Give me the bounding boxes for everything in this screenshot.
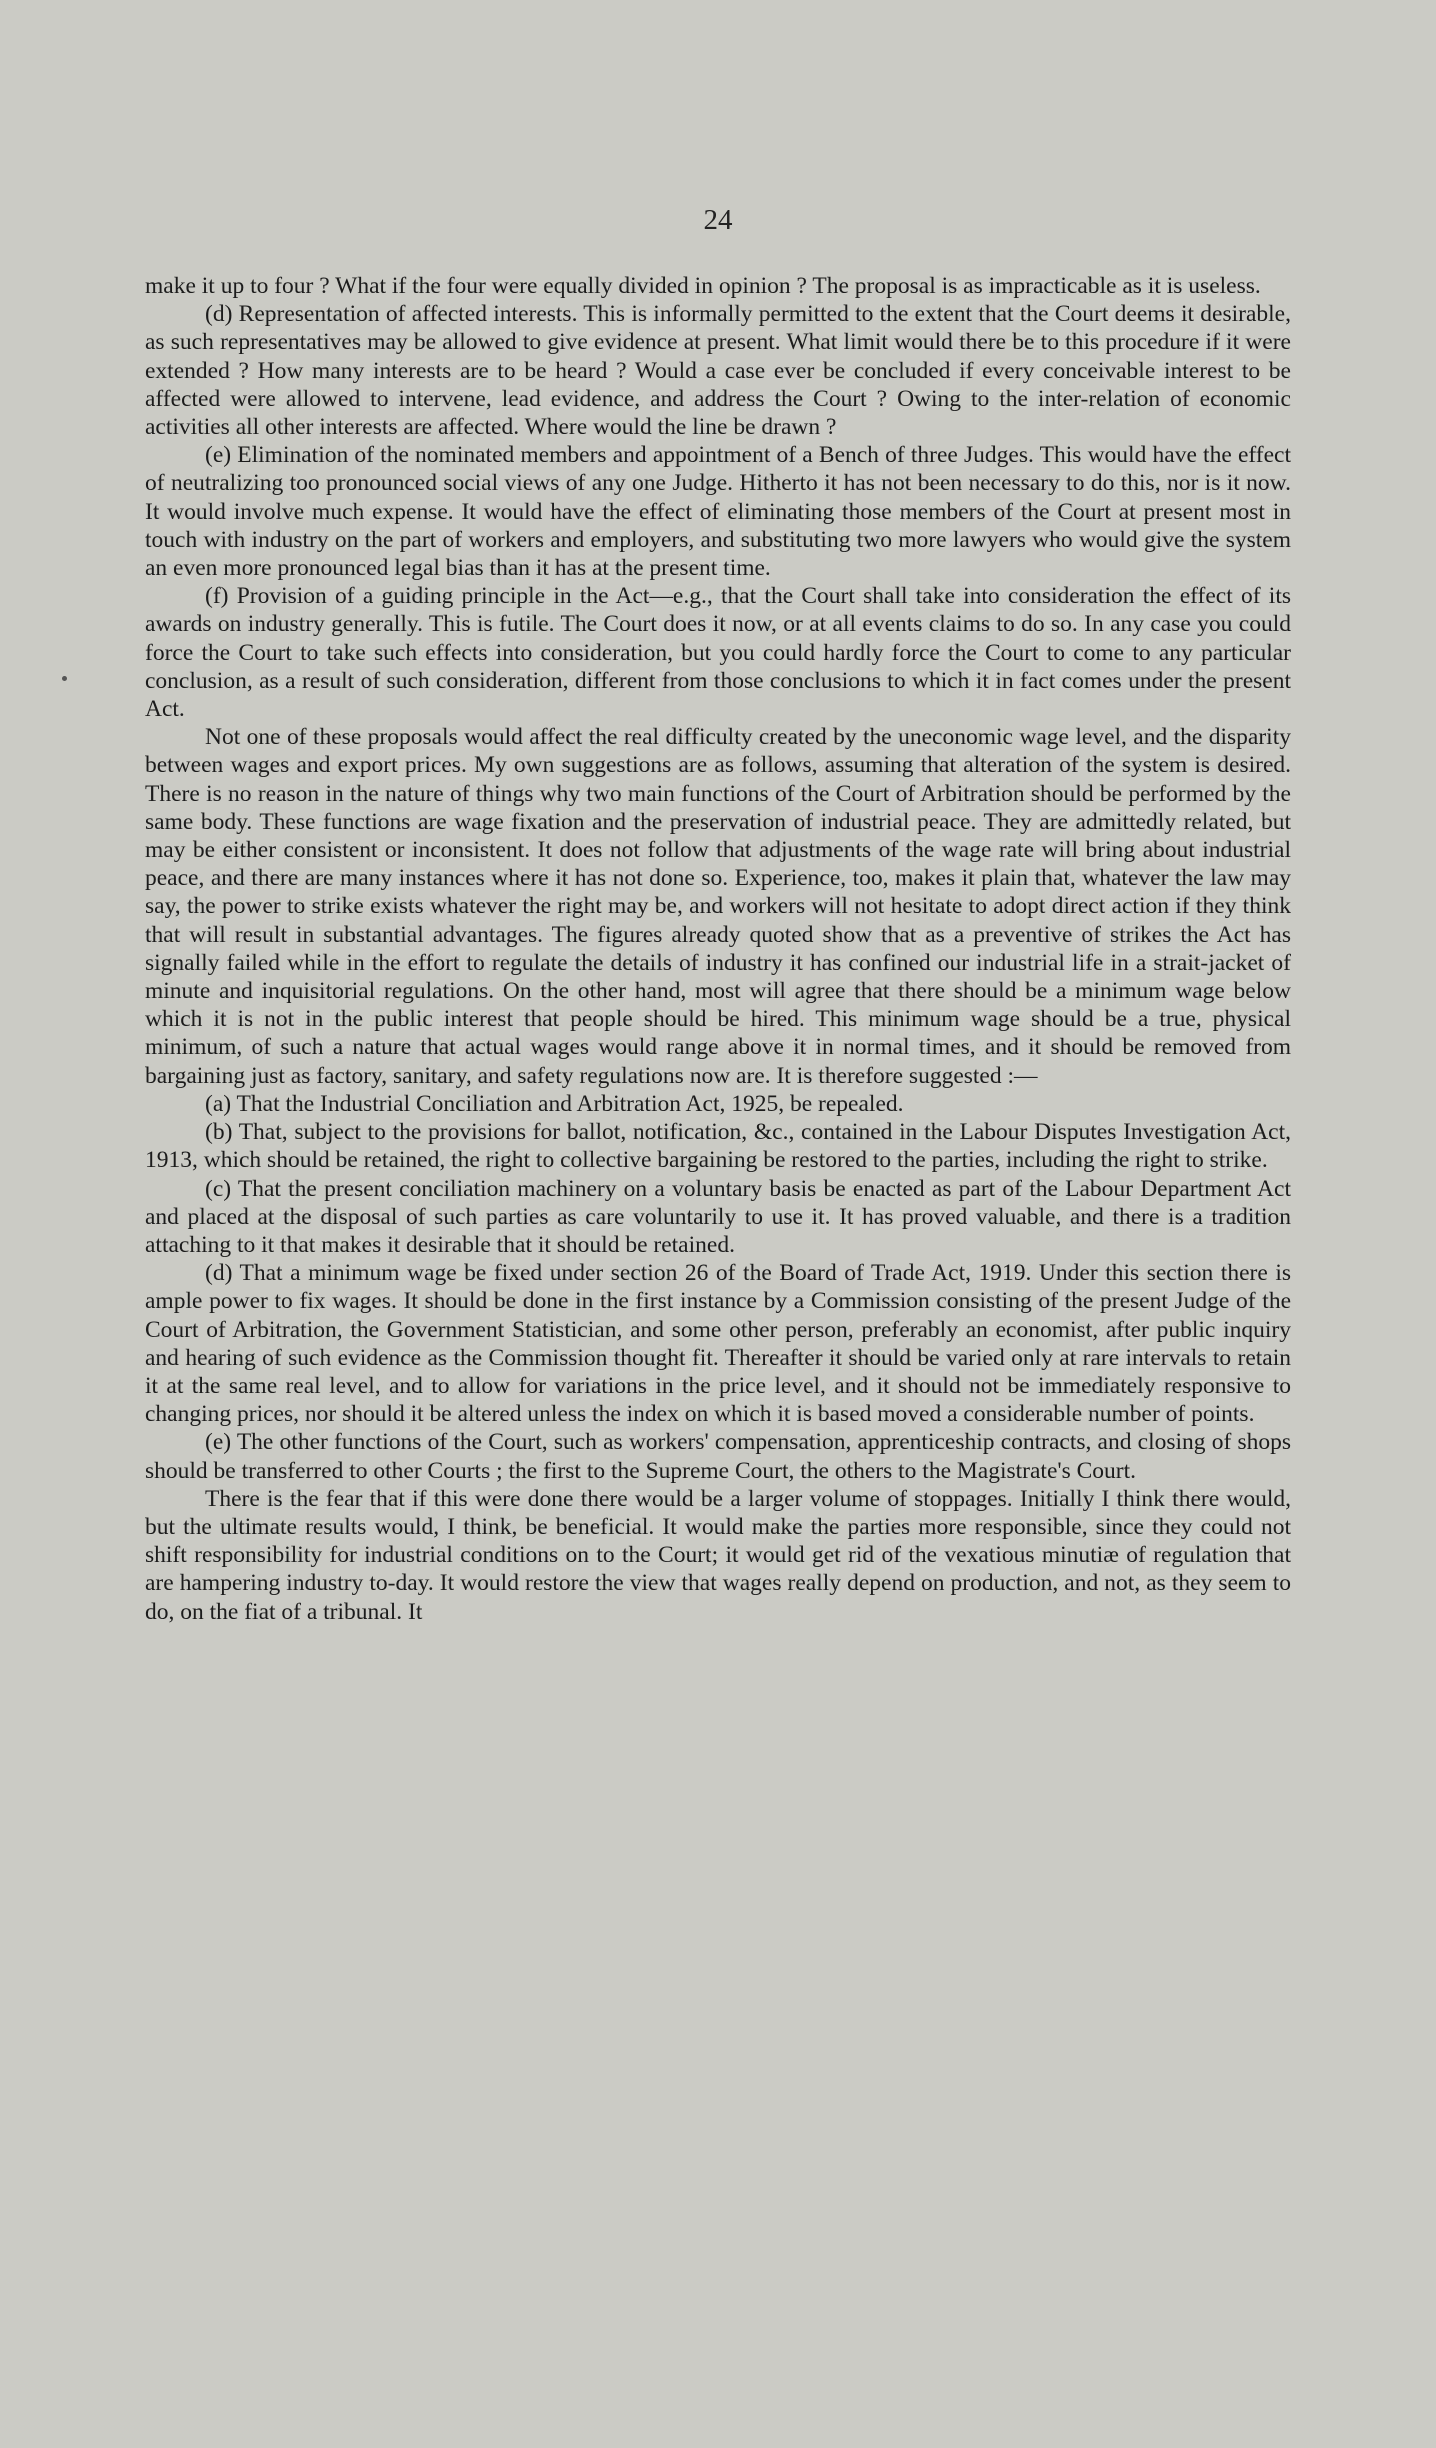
paragraph: Not one of these proposals would affect the real difficulty created by the uneconomic wage level, and the disparity between wages and export prices. My own suggestions are as follows, assuming that alteration of the system is desired. There is no reason in the nature of things why two main functions of the Court of Arbitration should be performed by the same body. These functions are wage fixation and the preservation of industrial peace. They are admittedly related, but may be either consistent or inconsistent. It does not follow that adjustments of the wage rate will bring about industrial peace, and there are many instances where it has not done so. Experience, too, makes it plain that, whatever the law may say, the power to strike exists whatever the right may be, and workers will not hesitate to adopt direct action if they think that will result in substantial advantages. The figures already quoted show that as a preventive of strikes the Act has signally failed while in the effort to regulate the details of industry it has confined our industrial life in a strait-jacket of minute and inquisitorial regulations. On the other hand, most will agree that there should be a minimum wage below which it is not in the public interest that people should be hired. This minimum wage should be a true, physical minimum, of such a nature that actual wages would range above it in normal times, and it should be removed from bargaining just as factory, sanitary, and safety regulations now are. It is therefore suggested :—: [145, 724, 1291, 1089]
paragraph: make it up to four ? What if the four were equally divided in opinion ? The proposal is as impracticable as it is useless.: [145, 273, 1261, 299]
paragraph: (f) Provision of a guiding principle in the Act—e.g., that the Court shall take into consideration the effect of its awards on industry generally. This is futile. The Court does it now, or at all events claims to do so. In any case you could force the Court to take such effects into consideration, but you could hardly force the Court to come to any particular conclusion, as a result of such consideration, different from those conclusions to which it in fact comes under the present Act.: [145, 583, 1291, 723]
paragraph: There is the fear that if this were done there would be a larger volume of stoppages. Initially I think there would, but the ultimate results would, I think, be beneficial. It would make the parties more responsible, since they could not shift responsibility for industrial conditions on to the Court; it would get rid of the vexatious minutiæ of regulation that are hampering industry to-day. It would restore the view that wages really depend on production, and not, as they seem to do, on the fiat of a tribunal. It: [145, 1485, 1291, 1625]
margin-dot: [62, 676, 67, 681]
paragraph: (a) That the Industrial Conciliation and Arbitration Act, 1925, be repealed.: [205, 1090, 904, 1117]
page-number: 24: [703, 204, 733, 236]
paragraph: (e) Elimination of the nominated members and appointment of a Bench of three Judges. This would have the effect of neutralizing too pronounced social views of any one Judge. Hitherto it has not been necessary to do this, nor is it now. It would involve much expense. It would have the effect of eliminating those members of the Court at present most in touch with industry on the part of workers and employers, and substituting two more lawyers who would give the system an even more pronounced legal bias than it has at the present time.: [145, 442, 1291, 582]
paragraph: (c) That the present conciliation machinery on a voluntary basis be enacted as part of the Labour Department Act and placed at the disposal of such parties as care voluntarily to use it. It has proved valuable, and there is a tradition attaching to it that makes it desirable that it should be retained.: [145, 1175, 1291, 1258]
paragraph: (d) Representation of affected interests. This is informally permitted to the extent that the Court deems it desirable, as such representatives may be allowed to give evidence at present. What limit would there be to this procedure if it were extended ? How many interests are to be heard ? Would a case ever be concluded if every conceivable interest to be affected were allowed to intervene, lead evidence, and address the Court ? Owing to the inter-relation of economic activities all other interests are affected. Where would the line be drawn ?: [145, 301, 1291, 441]
paragraph: (b) That, subject to the provisions for ballot, notification, &c., contained in the Labour Disputes Investigation Act, 1913, which should be retained, the right to collective bargaining be restored to the parties, including the right to strike.: [145, 1119, 1291, 1174]
paragraph: (d) That a minimum wage be fixed under section 26 of the Board of Trade Act, 1919. Under this section there is ample power to fix wages. It should be done in the first instance by a Commission consisting of the present Judge of the Court of Arbitration, the Government Statistician, and some other person, preferably an economist, after public inquiry and hearing of such evidence as the Commission thought fit. Thereafter it should be varied only at rare intervals to retain it at the same real level, and to allow for variations in the price level, and it should not be immediately responsive to changing prices, nor should it be altered unless the index on which it is based moved a considerable number of points.: [145, 1260, 1291, 1428]
paragraph: (e) The other functions of the Court, such as workers' compensation, apprenticeship contracts, and closing of shops should be transferred to other Courts ; the first to the Supreme Court, the others to the Magistrate's Court.: [145, 1429, 1291, 1484]
body-text: [145, 272, 1291, 1626]
